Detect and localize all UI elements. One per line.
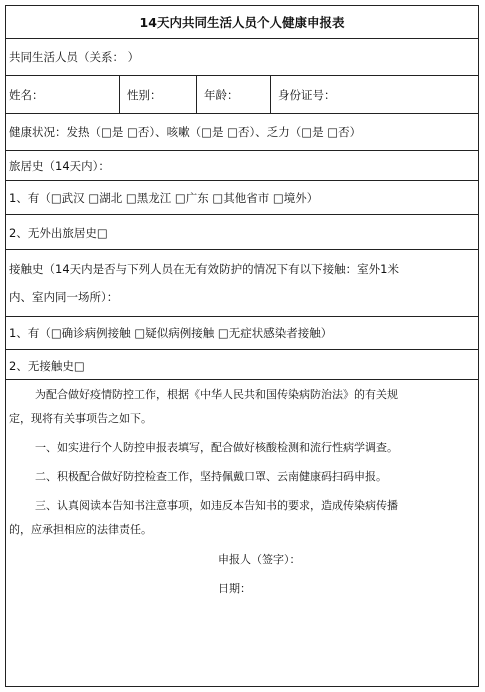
notice-text: 为配合做好疫情防控工作，根据《中华人民共和国传染病防治法》的有关规 <box>35 388 398 401</box>
contact-no-option[interactable]: 2、无接触史□ <box>9 359 85 373</box>
divider <box>270 76 271 113</box>
gender-field[interactable]: 性别： <box>127 88 162 102</box>
cohabitant-relation-field[interactable]: 共同生活人员（关系： ） <box>9 50 140 64</box>
travel-yes-row <box>6 181 478 215</box>
contact-history-heading-row <box>6 250 478 317</box>
travel-no-option[interactable]: 2、无外出旅居史□ <box>9 226 108 240</box>
health-status-row <box>6 114 478 151</box>
contact-history-heading: 接触史（14天内是否与下列人员在无有效防护的情况下有以下接触：室外1米 <box>9 262 399 276</box>
travel-history-heading-row <box>6 151 478 181</box>
notice-text: 定，现将有关事项告之如下。 <box>9 412 152 425</box>
contact-history-heading-cont: 内、室内同一场所）： <box>9 290 119 304</box>
title-row <box>6 6 478 39</box>
travel-history-heading: 旅居史（14天内）： <box>9 159 110 173</box>
notice-item-3-cont: 的，应承担相应的法律责任。 <box>9 523 152 536</box>
id-number-field[interactable]: 身份证号： <box>278 88 336 102</box>
travel-yes-options[interactable]: 1、有（□武汉 □湖北 □黑龙江 □广东 □其他省市 □境外） <box>9 191 319 205</box>
notice-item-1: 一、如实进行个人防控申报表填写，配合做好核酸检测和流行性病学调查。 <box>35 441 398 454</box>
divider <box>196 76 197 113</box>
contact-yes-options[interactable]: 1、有（□确诊病例接触 □疑似病例接触 □无症状感染者接触） <box>9 326 333 340</box>
divider <box>119 76 120 113</box>
cohabitant-row <box>6 39 478 76</box>
age-field[interactable]: 年龄： <box>204 88 239 102</box>
contact-yes-row <box>6 317 478 350</box>
notice-item-2: 二、积极配合做好防控检查工作，坚持佩戴口罩、云南健康码扫码申报。 <box>35 470 387 483</box>
notice-item-3: 三、认真阅读本告知书注意事项，如违反本告知书的要求，造成传染病传播 <box>35 499 398 512</box>
date-field[interactable]: 日期： <box>218 582 251 595</box>
name-field[interactable]: 姓名： <box>9 88 44 102</box>
contact-no-row <box>6 350 478 380</box>
form-title: 14天内共同生活人员个人健康申报表 <box>139 15 345 30</box>
travel-no-row <box>6 215 478 250</box>
health-status-options[interactable]: 健康状况：发热（□是 □否）、咳嗽（□是 □否）、乏力（□是 □否） <box>9 125 362 139</box>
health-declaration-form <box>5 5 479 687</box>
personal-info-row <box>6 76 478 114</box>
signature-field[interactable]: 申报人（签字）： <box>218 553 301 566</box>
